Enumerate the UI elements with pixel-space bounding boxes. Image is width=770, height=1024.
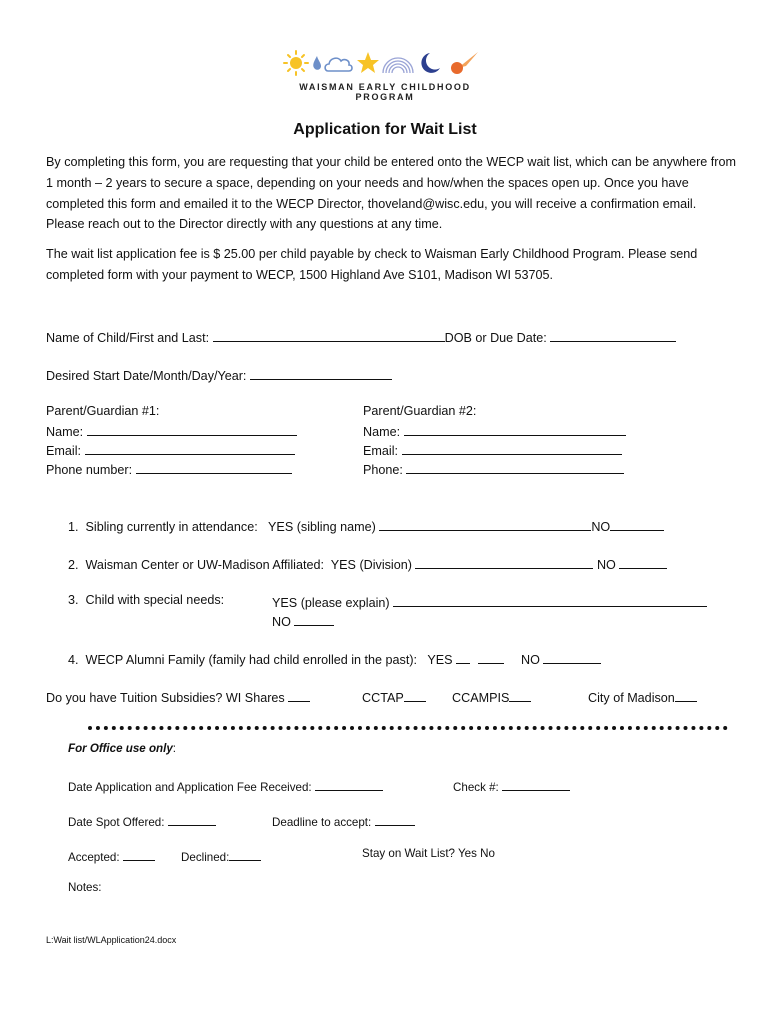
ccampis-field[interactable] [509, 688, 531, 702]
parent1-name-row [46, 422, 297, 439]
spot-offered-row [68, 812, 216, 829]
wi-shares-field[interactable] [288, 688, 310, 702]
question-2-yes: YES (Division) [330, 558, 412, 572]
sun-icon [284, 51, 308, 75]
cloud-icon [325, 58, 352, 71]
question-3-label: Child with special needs: [85, 593, 225, 607]
parent1-heading: Parent/Guardian #1: [46, 404, 160, 418]
office-heading: For Office use only [68, 742, 173, 755]
question-4-label: WECP Alumni Family (family had child enrolled in the past): [85, 653, 418, 667]
alumni-yes-field[interactable] [456, 650, 470, 664]
office-heading-colon: : [172, 742, 177, 755]
parent2-name-label: Name: [363, 425, 401, 439]
child-name-field[interactable] [213, 328, 445, 342]
question-1-number: 1. [68, 520, 79, 534]
question-1-yes: YES (sibling name) [268, 520, 376, 534]
deadline-row [272, 812, 415, 829]
question-3-no-row [272, 612, 334, 629]
parent2-heading: Parent/Guardian #2: [363, 404, 477, 418]
cctap-label: CCTAP [362, 691, 404, 705]
parent2-phone-row [363, 460, 624, 477]
question-3-number: 3. [68, 593, 79, 607]
dotted-divider [88, 726, 728, 730]
deadline-field[interactable] [375, 812, 415, 826]
cctap-field[interactable] [404, 688, 426, 702]
parent2-phone-label: Phone: [363, 463, 403, 477]
ccampis-label: CCAMPIS [452, 691, 510, 705]
question-1-no: NO [591, 520, 611, 534]
spot-offered-label: Date Spot Offered: [68, 816, 165, 829]
question-1-label: Sibling currently in attendance: [85, 520, 258, 534]
parent1-email-row [46, 441, 295, 458]
date-received-field[interactable] [315, 777, 383, 791]
check-label: Check #: [453, 781, 499, 794]
parent1-phone-row [46, 460, 292, 477]
parent2-email-field[interactable] [402, 441, 622, 455]
parent1-email-field[interactable] [85, 441, 295, 455]
subsidies-row [46, 688, 310, 705]
footer-file-path: L:Wait list/WLApplication24.docx [46, 935, 177, 945]
accepted-field[interactable] [123, 847, 155, 861]
stay-on-list: Stay on Wait List? Yes No [362, 847, 495, 860]
parent1-name-field[interactable] [87, 422, 297, 436]
parent2-name-field[interactable] [404, 422, 626, 436]
notes-label: Notes: [68, 881, 102, 894]
parent2-name-row [363, 422, 626, 439]
ccampis-option [452, 688, 531, 705]
parent2-email-row [363, 441, 622, 458]
question-3 [68, 593, 224, 607]
comet-icon [451, 52, 478, 74]
question-3-yes: YES (please explain) [272, 596, 390, 610]
question-4 [68, 650, 601, 667]
question-4-number: 4. [68, 653, 79, 667]
affiliated-no-field[interactable] [619, 555, 667, 569]
date-received-label: Date Application and Application Fee Received: [68, 781, 312, 794]
parent2-email-label: Email: [363, 444, 398, 458]
special-needs-no-field[interactable] [294, 612, 334, 626]
moon-icon [421, 53, 440, 73]
office-heading-row [68, 742, 176, 755]
question-3-yes-row [272, 593, 707, 610]
date-received-row [68, 777, 383, 794]
deadline-label: Deadline to accept: [272, 816, 372, 829]
raindrop-icon [313, 56, 321, 70]
logo-text: WAISMAN EARLY CHILDHOOD PROGRAM [299, 82, 471, 102]
cctap-option [362, 688, 426, 705]
question-3-no: NO [272, 615, 291, 629]
city-field[interactable] [675, 688, 697, 702]
question-4-yes: YES [427, 653, 453, 667]
start-date-label: Desired Start Date/Month/Day/Year: [46, 369, 247, 383]
accepted-row [68, 847, 155, 864]
start-date-field[interactable] [250, 366, 392, 380]
dob-field[interactable] [550, 328, 676, 342]
fee-paragraph: The wait list application fee is $ 25.00 per child payable by check to Waisman Early Childhood Program. Please send completed form with your payment to WECP, 1500 Highland Ave S101, Madison WI 53705. [46, 247, 698, 282]
sibling-name-field[interactable] [379, 517, 591, 531]
rainbow-icon [383, 58, 413, 73]
parent1-email-label: Email: [46, 444, 81, 458]
declined-label: Declined: [181, 851, 230, 864]
question-2-no: NO [596, 558, 616, 572]
declined-row [181, 847, 261, 864]
parent1-phone-label: Phone number: [46, 463, 133, 477]
declined-field[interactable] [229, 847, 261, 861]
child-name-row [46, 328, 676, 345]
sibling-no-field[interactable] [610, 517, 664, 531]
city-label: City of Madison [588, 691, 675, 705]
check-row [453, 777, 570, 794]
star-icon [357, 52, 379, 73]
special-needs-explain-field[interactable] [393, 593, 707, 607]
program-logo [280, 46, 490, 78]
question-4-no: NO [521, 653, 540, 667]
question-2-label: Waisman Center or UW-Madison Affiliated: [85, 558, 324, 572]
dob-label: DOB or Due Date: [444, 331, 547, 345]
parent2-phone-field[interactable] [406, 460, 624, 474]
city-option [588, 688, 697, 705]
division-field[interactable] [415, 555, 593, 569]
child-name-label: Name of Child/First and Last: [46, 331, 210, 345]
question-2 [68, 555, 667, 572]
start-date-row [46, 366, 392, 383]
page-title: Application for Wait List [293, 121, 477, 138]
alumni-no-field[interactable] [543, 650, 601, 664]
accepted-label: Accepted: [68, 851, 120, 864]
alumni-yes-field-2[interactable] [478, 650, 504, 664]
subsidies-label: Do you have Tuition Subsidies? WI Shares [46, 691, 285, 705]
question-2-number: 2. [68, 558, 79, 572]
parent1-name-label: Name: [46, 425, 84, 439]
intro-paragraph: By completing this form, you are requesting that your child be entered onto the WECP wait list, which can be anywhere from 1 month – 2 years to secure a space, depending on your needs and how/when the spaces open up. Once you have completed this form and emailed it to the WECP Director, thoveland@wisc.edu, you will receive a confirmation email. Please reach out to the Director directly with any questions at any time. [46, 155, 736, 232]
spot-offered-field[interactable] [168, 812, 216, 826]
parent1-phone-field[interactable] [136, 460, 292, 474]
question-1 [68, 517, 664, 534]
check-field[interactable] [502, 777, 570, 791]
